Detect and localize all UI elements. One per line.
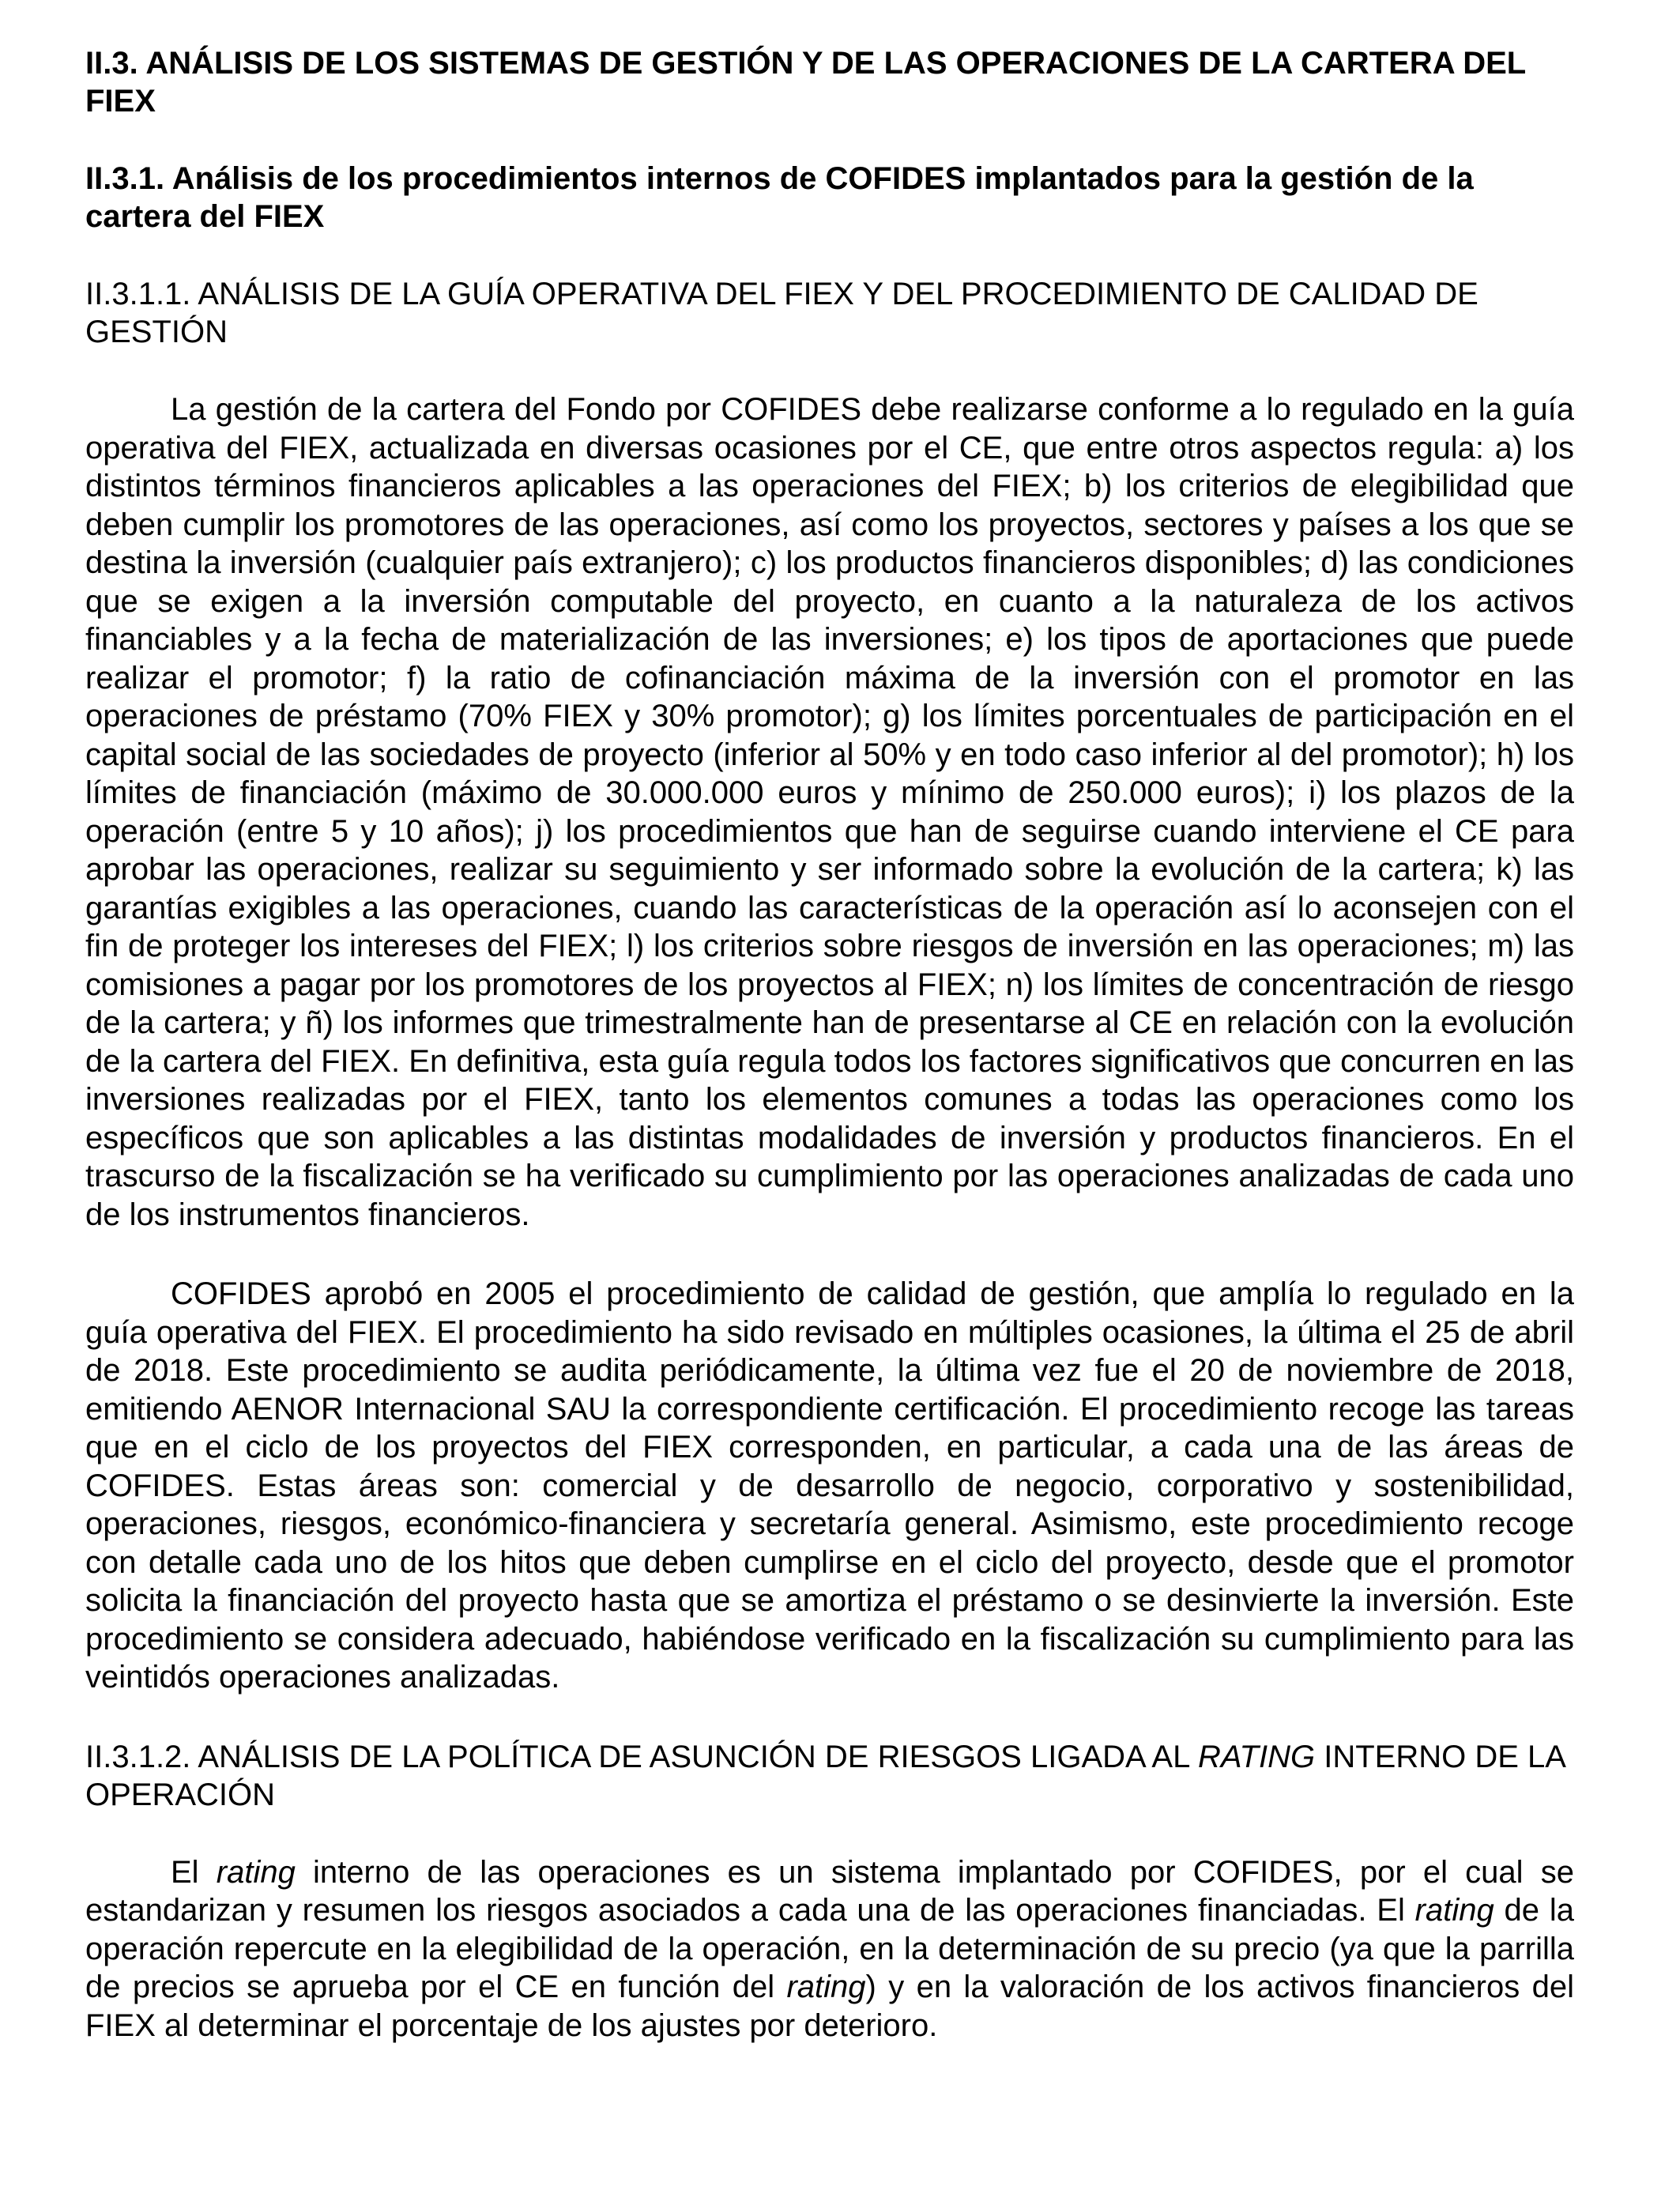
document-page [85,44,1574,2045]
p3-text-a: El [171,1854,217,1890]
subsection-heading: II.3.1. Análisis de los procedimientos internos de COFIDES implantados para la gestión de la cartera del FIEX [85,161,1474,234]
paragraph-procedimiento-calidad: COFIDES aprobó en 2005 el procedimiento de calidad de gestión, que amplía lo regulado en la guía operativa del FIEX. El procedimiento ha sido revisado en múltiples ocasiones, la última el 25 de abril de 2018. Este procedimiento se audita periódicamente, la última vez fue el 20 de noviembre de 2018, emitiendo AENOR Internacional SAU la correspondiente certificación. El procedimiento recoge las tareas que en el ciclo de los proyectos del FIEX corresponden, en particular, a cada una de las áreas de COFIDES. Estas áreas son: comercial y de desarrollo de negocio, corporativo y sostenibilidad, operaciones, riesgos, económico-financiera y secretaría general. Asimismo, este procedimiento recoge con detalle cada uno de los hitos que deben cumplirse en el ciclo del proyecto, desde que el promotor solicita la financiación del proyecto hasta que se amortiza el préstamo o se desinvierte la inversión. Este procedimiento se considera adecuado, habiéndose verificado en la fiscalización su cumplimiento para las veintidós operaciones analizadas. [85,1276,1574,1695]
p3-text-c: de la operación repercute en la elegibilidad de la operación, en la determinación de su precio (ya que la parrilla de precios se aprueba por el CE en función del [85,1893,1574,2004]
subsubsection-heading-1: II.3.1.1. ANÁLISIS DE LA GUÍA OPERATIVA DEL FIEX Y DEL PROCEDIMIENTO DE CALIDAD DE GESTIÓN [85,277,1478,349]
p3-italic-2: rating [1414,1893,1494,1928]
paragraph-guia-operativa: La gestión de la cartera del Fondo por COFIDES debe realizarse conforme a lo regulado en la guía operativa del FIEX, actualizada en diversas ocasiones por el CE, que entre otros aspectos regula: a) los distintos términos financieros aplicables a las operaciones del FIEX; b) los criterios de elegibilidad que deben cumplir los promotores de las operaciones, así como los proyectos, sectores y países a los que se destina la inversión (cualquier país extranjero); c) los productos financieros disponibles; d) las condiciones que se exigen a la inversión computable del proyecto, en cuanto a la naturaleza de los activos financiables y a la fecha de materialización de las inversiones; e) los tipos de aportaciones que puede realizar el promotor; f) la ratio de cofinanciación máxima de la inversión con el promotor en las operaciones de préstamo (70% FIEX y 30% promotor); g) los límites porcentuales de participación en el capital social de las sociedades de proyecto (inferior al 50% y en todo caso inferior al del promotor); h) los límites de financiación (máximo de 30.000.000 euros y mínimo de 250.000 euros); i) los plazos de la operación (entre 5 y 10 años); j) los procedimientos que han de seguirse cuando interviene el CE para aprobar las operaciones, realizar su seguimiento y ser informado sobre la evolución de la cartera; k) las garantías exigibles a las operaciones, cuando las características de la operación así lo aconsejen con el fin de proteger los intereses del FIEX; l) los criterios sobre riesgos de inversión en las operaciones; m) las comisiones a pagar por los promotores de los proyectos al FIEX; n) los límites de concentración de riesgo de la cartera; y ñ) los informes que trimestralmente han de presentarse al CE en relación con la evolución de la cartera del FIEX. En definitiva, esta guía regula todos los factores significativos que concurren en las inversiones realizadas por el FIEX, tanto los elementos comunes a todas las operaciones como los específicos que son aplicables a las distintas modalidades de inversión y productos financieros. En el trascurso de la fiscalización se ha verificado su cumplimiento por las operaciones analizadas de cada uno de los instrumentos financieros. [85,392,1574,1232]
heading-2-text-a: II.3.1.2. ANÁLISIS DE LA POLÍTICA DE ASUNCIÓN DE RIESGOS LIGADA AL [85,1739,1198,1774]
p3-italic-1: rating [216,1854,296,1890]
heading-2-text-b: INTERNO DE LA OPERACIÓN [85,1739,1565,1812]
p3-italic-3: rating [786,1970,866,2004]
p3-text-d: ) y en la valoración de los activos financieros del FIEX al determinar el porcentaje de los ajustes por deterioro. [85,1970,1574,2043]
section-heading: II.3. ANÁLISIS DE LOS SISTEMAS DE GESTIÓN Y DE LAS OPERACIONES DE LA CARTERA DEL FIEX [85,46,1526,119]
p3-text-b: interno de las operaciones es un sistema implantado por COFIDES, por el cual se estandarizan y resumen los riesgos asociados a cada una de las operaciones financiadas. El [85,1854,1574,1928]
heading-2-italic: RATING [1197,1739,1316,1774]
subsubsection-heading-2 [85,1738,1574,1814]
paragraph-rating-interno [85,1853,1574,2045]
